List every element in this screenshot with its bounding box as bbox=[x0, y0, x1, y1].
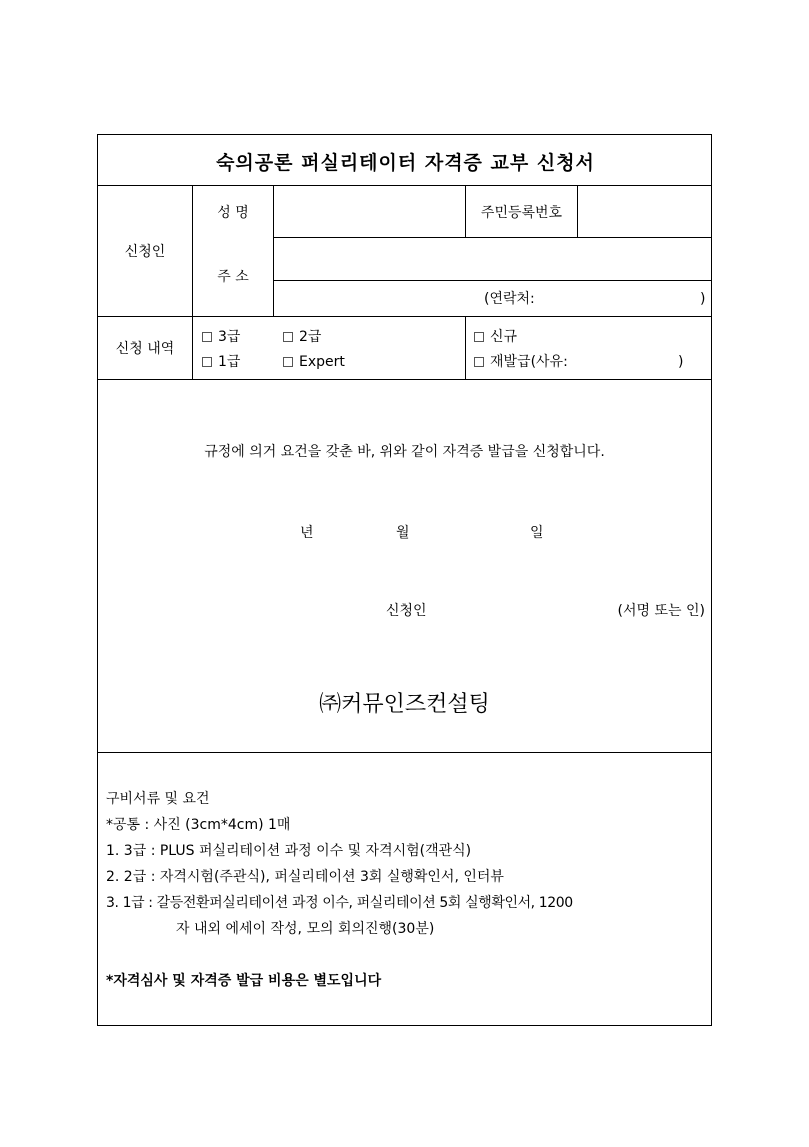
month-label: 월 bbox=[396, 525, 410, 541]
address-input-area[interactable] bbox=[274, 238, 711, 280]
grade-expert-option[interactable] bbox=[283, 353, 345, 371]
form-title: 숙의공론 퍼실리테이터 자격증 교부 신청서 bbox=[216, 152, 595, 174]
declaration-section-divider bbox=[98, 752, 711, 753]
declaration-statement: 규정에 의거 요건을 갖춘 바, 위와 같이 자격증 발급을 신청합니다. bbox=[204, 444, 605, 460]
year-label: 년 bbox=[300, 525, 314, 541]
grade-2-label: 2급 bbox=[299, 329, 322, 345]
application-type-divider bbox=[465, 316, 466, 379]
new-issue-label: 신규 bbox=[490, 329, 518, 345]
signer-label: 신청인 bbox=[386, 603, 427, 619]
requirements-common: *공통 : 사진 (3cm*4cm) 1매 bbox=[106, 817, 291, 833]
contact-label: (연락처: bbox=[484, 291, 535, 307]
application-section-divider bbox=[98, 379, 711, 380]
contact-close-paren: ) bbox=[700, 291, 706, 307]
requirements-item-3-line-1: 3. 1급 : 갈등전환퍼실리테이션 과정 이수, 퍼실리테이션 5회 실행확인서, 1200 bbox=[106, 895, 573, 911]
checkbox-icon bbox=[283, 357, 293, 367]
company-name: ㈜커뮤인즈컨설팅 bbox=[319, 692, 490, 717]
address-contact-divider bbox=[273, 280, 711, 281]
checkbox-icon bbox=[283, 332, 293, 342]
application-section-label: 신청 내역 bbox=[115, 341, 175, 357]
requirements-item-2: 2. 2급 : 자격시험(주관식), 퍼실리테이션 3회 실행확인서, 인터뷰 bbox=[106, 869, 504, 885]
checkbox-icon bbox=[202, 332, 212, 342]
application-form bbox=[97, 134, 712, 1026]
checkbox-icon bbox=[202, 357, 212, 367]
applicant-section-label: 신청인 bbox=[124, 244, 166, 260]
reissue-close-paren: ) bbox=[678, 354, 684, 370]
name-label: 성 명 bbox=[217, 205, 249, 221]
address-label: 주 소 bbox=[217, 269, 249, 285]
day-label: 일 bbox=[530, 525, 544, 541]
resident-id-input-area[interactable] bbox=[578, 186, 711, 237]
grade-1-label: 1급 bbox=[218, 354, 241, 370]
new-issue-option[interactable] bbox=[474, 328, 517, 346]
grade-3-label: 3급 bbox=[218, 329, 241, 345]
requirements-heading: 구비서류 및 요건 bbox=[106, 791, 210, 807]
grade-3-option[interactable] bbox=[202, 328, 240, 346]
name-input-area[interactable] bbox=[274, 186, 465, 237]
checkbox-icon bbox=[474, 332, 484, 342]
requirements-fee-note: *자격심사 및 자격증 발급 비용은 별도입니다 bbox=[106, 973, 382, 989]
resident-id-label: 주민등록번호 bbox=[480, 205, 563, 221]
grade-2-option[interactable] bbox=[283, 328, 321, 346]
applicant-section-divider bbox=[98, 316, 711, 317]
checkbox-icon bbox=[474, 357, 484, 367]
requirements-item-3-line-2: 자 내외 에세이 작성, 모의 회의진행(30분) bbox=[176, 921, 435, 937]
grade-expert-label: Expert bbox=[299, 354, 345, 370]
requirements-item-1: 1. 3급 : PLUS 퍼실리테이션 과정 이수 및 자격시험(객관식) bbox=[106, 843, 472, 859]
grade-1-option[interactable] bbox=[202, 353, 240, 371]
reissue-option[interactable] bbox=[474, 353, 568, 371]
signature-label: (서명 또는 인) bbox=[617, 603, 705, 619]
reissue-label: 재발급(사유: bbox=[490, 354, 568, 370]
